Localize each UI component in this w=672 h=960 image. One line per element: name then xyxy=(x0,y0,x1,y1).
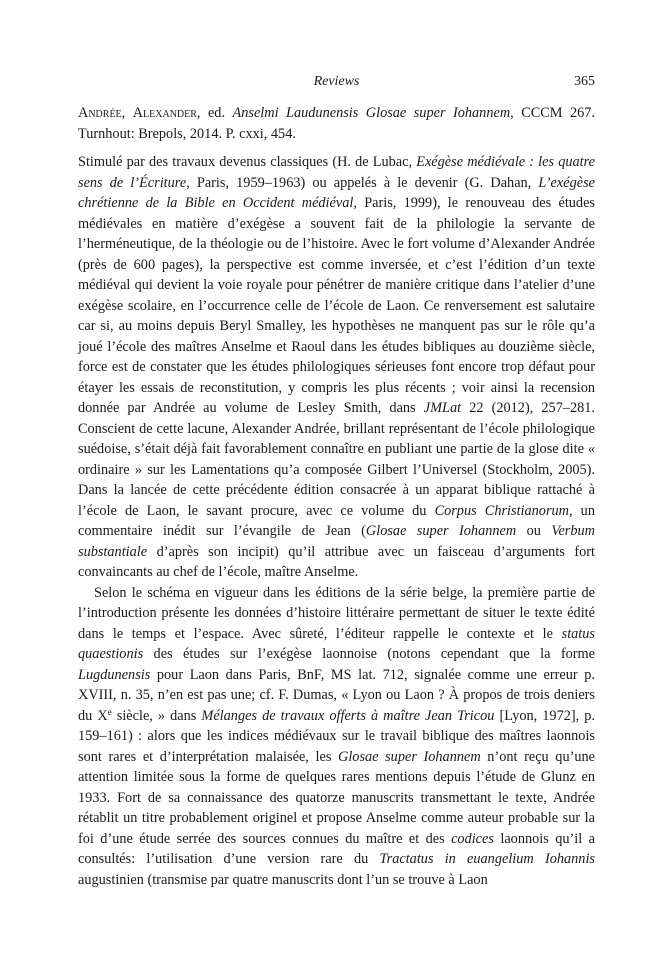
italic-text: Lugdunensis xyxy=(78,666,151,683)
text-run: des études sur l’exégèse laonnoise (notons cependant que la forme xyxy=(143,646,595,662)
paragraph-2 xyxy=(78,583,595,891)
text-run: , un commentaire inédit sur l’évangile de Jean ( xyxy=(78,502,595,539)
text-run: , Paris, 1999), le renouveau des études médiévales en matière d’exégèse a souvent fait de la philologie la servante de l’herméneutique, de la théologie ou de l’histoire. Avec le fort volume d’Alexander Andrée (près de 600 pages), la perspective est comme inversée, et c’est l’édition d’un texte médiéval qui devient la voie royale pour pénétrer de manière critique dans l’atelier d’une exégèse scolaire, en l’occurrence celle de l’école de Laon. Ce renversement est salutaire car si, au moins depuis Beryl Smalley, les hypothèses ne manquent pas sur le rôle qu’a joué l’école des maîtres Anselme et Raoul dans les études bibliques au douzième siècle, force est de constater que les études philologiques sérieuses font encore trop défaut pour étayer les essais de reconstitution, y compris les plus récents ; voir ainsi la recension donnée par Andrée au volume de Lesley Smith, dans xyxy=(78,195,595,416)
text-run: laonnois qu’il a consultés: l’utilisation d’une version rare du xyxy=(78,830,595,867)
review-citation xyxy=(78,103,595,144)
italic-text: codices xyxy=(451,830,494,847)
italic-text: Exégèse médiévale : les quatre sens de l’Écriture xyxy=(78,154,595,191)
italic-text: status quaestionis xyxy=(78,625,595,662)
text-run: pour Laon dans Paris, BnF, MS lat. 712, signalée comme une erreur p. XVIII, n. 35, n’en est pas une; cf. F. Dumas, « Lyon ou Laon ? À propos de trois deniers du X xyxy=(78,666,595,724)
text-run: [Lyon, 1972], p. 159–161) : alors que les indices médiévaux sur le travail biblique des maîtres laonnois sont rares et d’interprétation malaisée, les xyxy=(78,707,595,765)
superscript: e xyxy=(107,706,112,717)
text-run: siècle, » dans xyxy=(111,707,202,724)
author-separator: , xyxy=(121,105,133,121)
text-run: augustinien (transmise par quatre manuscrits dont l’un se trouve à Laon xyxy=(78,871,488,888)
text-run: 22 (2012), 257–281. Conscient de cette lacune, Alexander Andrée, brillant représentant de l’école philologique suédoise, s’était déjà fait favorablement connaître en publiant une partie de la glose dite « ordinaire » sur les Lamentations qu’a composée Gilbert l’Universel (Stockholm, 2005). Dans la lancée de cette précédente édition consacrée à un apparat biblique rattaché à l’école de Laon, le savant procure, avec ce volume du xyxy=(78,400,596,519)
italic-text: L’exégèse chrétienne de la Bible en Occident médiéval xyxy=(78,174,595,211)
running-head-title: Reviews xyxy=(313,74,360,89)
text-run: Selon le schéma en vigueur dans les éditions de la série belge, la première partie de l’introduction présente les données d’histoire littéraire permettant de situer le texte édité dans le temps et l’espace. Avec sûreté, l’éditeur rappelle le contexte et le xyxy=(78,584,595,642)
editor-label: , ed. xyxy=(196,105,233,121)
italic-text: Glosae super Iohannem xyxy=(338,748,481,765)
text-run: , Paris, 1959–1963) ou appelés à le devenir (G. Dahan, xyxy=(186,174,539,191)
paragraph-1 xyxy=(78,152,595,583)
text-run: Stimulé par des travaux devenus classiques (H. de Lubac, xyxy=(78,154,417,170)
text-run: n’ont reçu qu’une attention limitée sous la forme de quelques rares mentions depuis l’étude de Glunz en 1933. Fort de sa connaissance des quatorze manuscrits transmettant le texte, Andrée rétablit un titre probablement originel et propose Anselme comme auteur probable sur la foi d’une étude serrée des sources connues du maître et des xyxy=(78,748,596,847)
page-number: 365 xyxy=(574,74,595,89)
italic-text: Glosae super Iohannem xyxy=(365,523,517,539)
author-firstname: Alexander xyxy=(132,105,197,121)
review-body xyxy=(78,152,595,890)
text-run: ou xyxy=(516,523,552,539)
book-title: Anselmi Laudunensis Glosae super Iohannem xyxy=(232,105,511,121)
text-run: d’après son incipit) qu’il attribue avec un faisceau d’arguments fort convaincants au chef de l’école, maître Anselme. xyxy=(78,543,595,580)
publication-details: , CCCM 267. Turnhout: Brepols, 2014. P. cxxi, 454. xyxy=(78,105,595,142)
italic-text: Corpus Christianorum xyxy=(434,502,569,519)
italic-text: Verbum substantiale xyxy=(78,523,595,560)
italic-text: JMLat xyxy=(423,400,462,416)
running-head xyxy=(78,74,595,94)
author-lastname: Andrée xyxy=(78,105,122,121)
italic-text: Tractatus in euangelium Iohannis xyxy=(379,851,595,867)
italic-text: Mélanges de travaux offerts à maître Jean Tricou xyxy=(201,707,495,724)
